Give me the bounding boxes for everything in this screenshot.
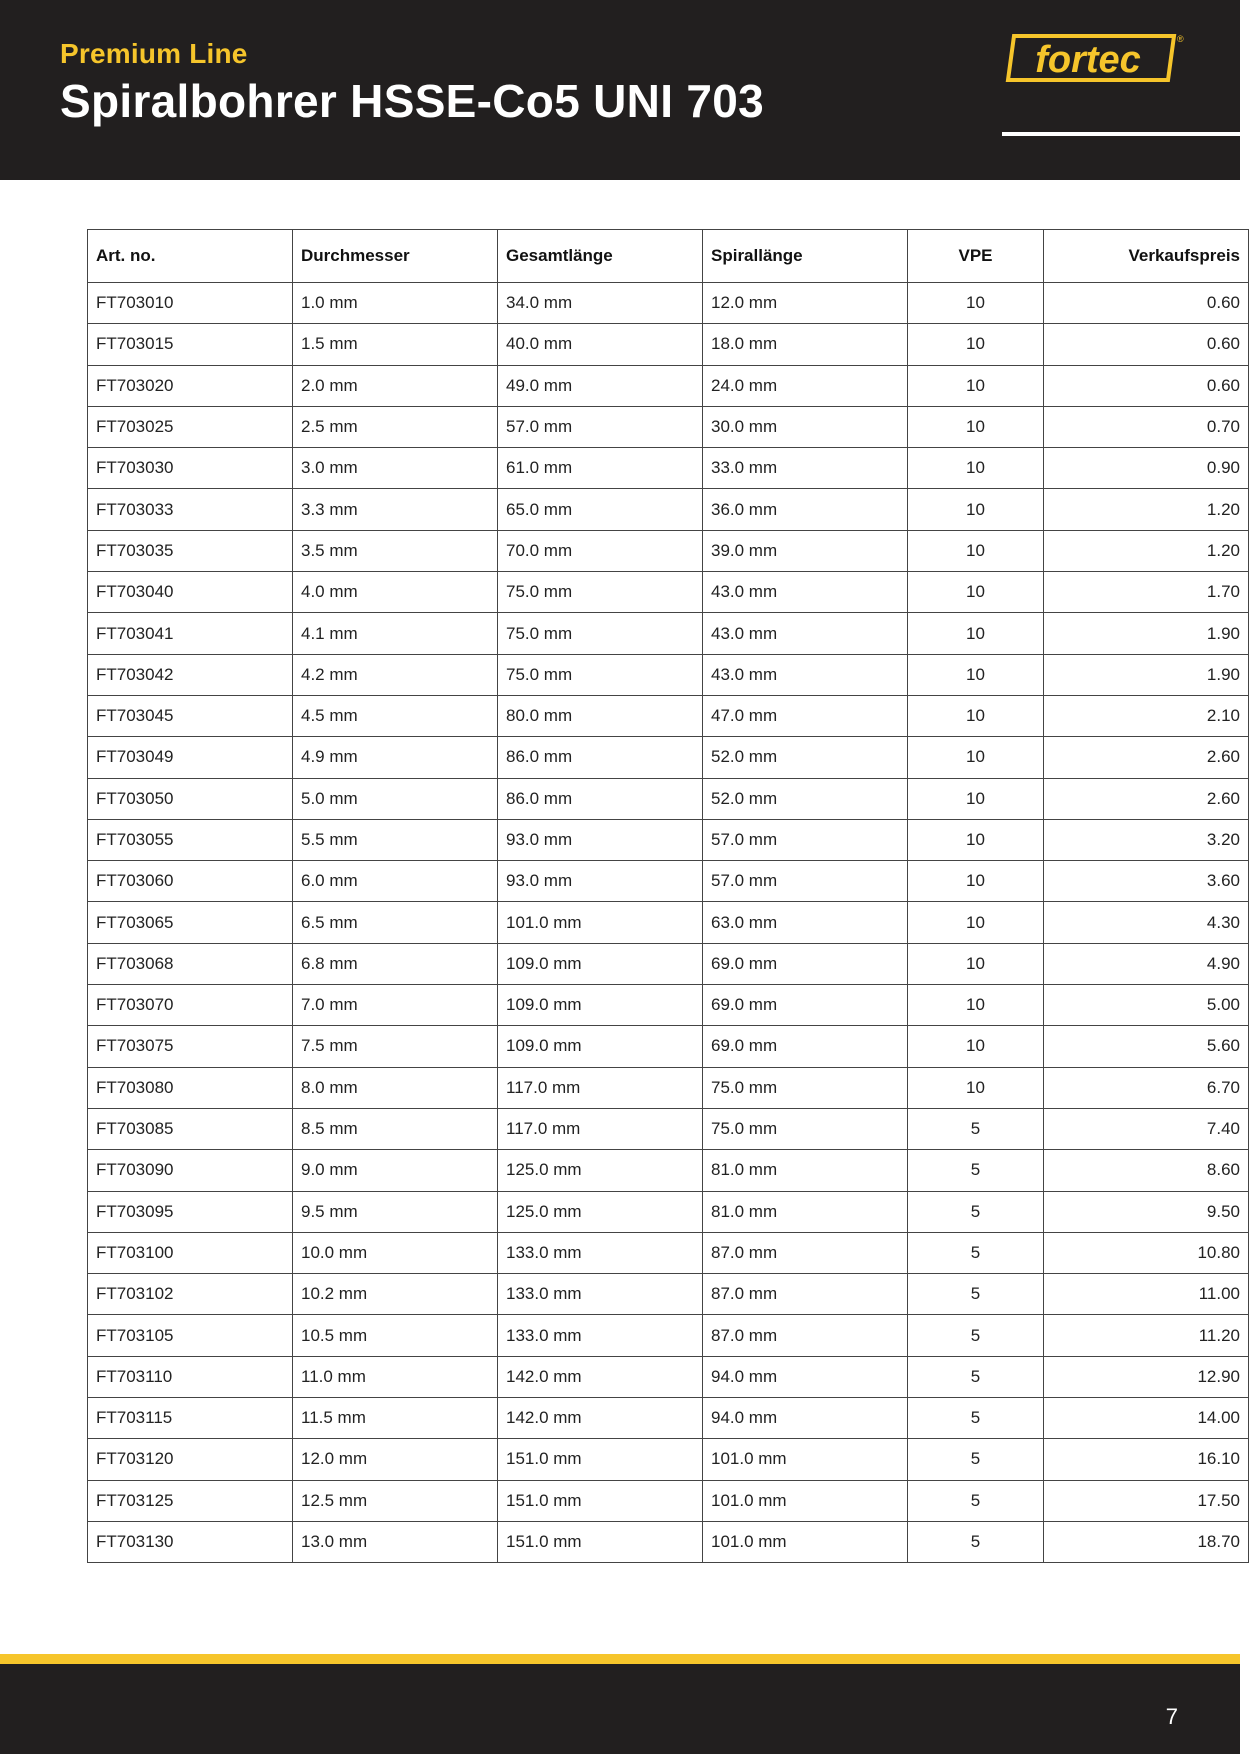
table-row [88, 778, 1249, 819]
cell-art-no: FT703125 [88, 1480, 293, 1521]
cell-spiral-length: 57.0 mm [703, 861, 908, 902]
cell-spiral-length: 75.0 mm [703, 1108, 908, 1149]
table-row [88, 737, 1249, 778]
table-row [88, 819, 1249, 860]
cell-price: 16.10 [1044, 1439, 1249, 1480]
cell-price: 11.20 [1044, 1315, 1249, 1356]
cell-spiral-length: 30.0 mm [703, 406, 908, 447]
cell-total-length: 75.0 mm [498, 572, 703, 613]
logo-wordmark: fortec [1035, 39, 1141, 81]
cell-total-length: 142.0 mm [498, 1398, 703, 1439]
table-row [88, 1191, 1249, 1232]
product-table [87, 229, 1249, 1563]
cell-vpe: 5 [908, 1232, 1044, 1273]
cell-spiral-length: 94.0 mm [703, 1356, 908, 1397]
cell-vpe: 10 [908, 1067, 1044, 1108]
cell-diameter: 2.0 mm [293, 365, 498, 406]
table-row [88, 1439, 1249, 1480]
cell-price: 0.60 [1044, 365, 1249, 406]
cell-total-length: 117.0 mm [498, 1067, 703, 1108]
cell-vpe: 10 [908, 283, 1044, 324]
cell-diameter: 11.0 mm [293, 1356, 498, 1397]
cell-vpe: 10 [908, 861, 1044, 902]
cell-diameter: 9.0 mm [293, 1150, 498, 1191]
cell-total-length: 86.0 mm [498, 737, 703, 778]
cell-price: 1.90 [1044, 613, 1249, 654]
cell-price: 3.20 [1044, 819, 1249, 860]
cell-price: 1.20 [1044, 489, 1249, 530]
cell-art-no: FT703030 [88, 448, 293, 489]
table-row [88, 1108, 1249, 1149]
cell-price: 0.60 [1044, 283, 1249, 324]
table-row [88, 861, 1249, 902]
cell-diameter: 4.5 mm [293, 695, 498, 736]
cell-price: 4.30 [1044, 902, 1249, 943]
table-row [88, 902, 1249, 943]
table-row [88, 1026, 1249, 1067]
cell-total-length: 151.0 mm [498, 1480, 703, 1521]
cell-vpe: 5 [908, 1480, 1044, 1521]
table-row [88, 406, 1249, 447]
cell-spiral-length: 43.0 mm [703, 654, 908, 695]
cell-total-length: 34.0 mm [498, 283, 703, 324]
cell-total-length: 49.0 mm [498, 365, 703, 406]
cell-price: 12.90 [1044, 1356, 1249, 1397]
cell-art-no: FT703035 [88, 530, 293, 571]
table-row [88, 1232, 1249, 1273]
cell-total-length: 109.0 mm [498, 943, 703, 984]
cell-art-no: FT703055 [88, 819, 293, 860]
cell-spiral-length: 39.0 mm [703, 530, 908, 571]
cell-total-length: 133.0 mm [498, 1232, 703, 1273]
cell-price: 5.60 [1044, 1026, 1249, 1067]
header-divider [1002, 132, 1240, 136]
cell-total-length: 133.0 mm [498, 1315, 703, 1356]
cell-vpe: 10 [908, 406, 1044, 447]
cell-spiral-length: 69.0 mm [703, 1026, 908, 1067]
cell-diameter: 6.8 mm [293, 943, 498, 984]
cell-price: 1.20 [1044, 530, 1249, 571]
table-row [88, 1480, 1249, 1521]
cell-art-no: FT703102 [88, 1274, 293, 1315]
page-number: 7 [1165, 1704, 1178, 1729]
cell-price: 6.70 [1044, 1067, 1249, 1108]
table-row [88, 985, 1249, 1026]
cell-price: 0.70 [1044, 406, 1249, 447]
cell-vpe: 5 [908, 1274, 1044, 1315]
cell-price: 14.00 [1044, 1398, 1249, 1439]
cell-spiral-length: 63.0 mm [703, 902, 908, 943]
cell-spiral-length: 94.0 mm [703, 1398, 908, 1439]
table-row [88, 654, 1249, 695]
cell-price: 3.60 [1044, 861, 1249, 902]
fortec-logo [1002, 32, 1182, 88]
cell-diameter: 10.0 mm [293, 1232, 498, 1273]
cell-vpe: 10 [908, 489, 1044, 530]
cell-vpe: 10 [908, 324, 1044, 365]
cell-vpe: 10 [908, 695, 1044, 736]
table-header-row [88, 230, 1249, 283]
cell-total-length: 86.0 mm [498, 778, 703, 819]
cell-total-length: 151.0 mm [498, 1439, 703, 1480]
cell-diameter: 8.0 mm [293, 1067, 498, 1108]
cell-vpe: 10 [908, 365, 1044, 406]
table-row [88, 324, 1249, 365]
cell-diameter: 4.2 mm [293, 654, 498, 695]
cell-spiral-length: 24.0 mm [703, 365, 908, 406]
cell-art-no: FT703070 [88, 985, 293, 1026]
cell-spiral-length: 18.0 mm [703, 324, 908, 365]
cell-price: 4.90 [1044, 943, 1249, 984]
table-row [88, 1274, 1249, 1315]
registered-mark: ® [1177, 34, 1184, 44]
column-header-price: Verkaufspreis [1044, 230, 1249, 283]
cell-art-no: FT703020 [88, 365, 293, 406]
cell-art-no: FT703100 [88, 1232, 293, 1273]
cell-price: 1.90 [1044, 654, 1249, 695]
cell-vpe: 10 [908, 613, 1044, 654]
cell-vpe: 5 [908, 1521, 1044, 1562]
cell-total-length: 109.0 mm [498, 985, 703, 1026]
cell-spiral-length: 81.0 mm [703, 1150, 908, 1191]
table-row [88, 572, 1249, 613]
cell-vpe: 10 [908, 1026, 1044, 1067]
column-header-art-no: Art. no. [88, 230, 293, 283]
cell-art-no: FT703040 [88, 572, 293, 613]
cell-price: 1.70 [1044, 572, 1249, 613]
cell-price: 11.00 [1044, 1274, 1249, 1315]
cell-art-no: FT703045 [88, 695, 293, 736]
cell-diameter: 1.0 mm [293, 283, 498, 324]
page-header [0, 0, 1240, 180]
cell-price: 2.60 [1044, 778, 1249, 819]
cell-spiral-length: 57.0 mm [703, 819, 908, 860]
cell-price: 10.80 [1044, 1232, 1249, 1273]
table-row [88, 1315, 1249, 1356]
cell-total-length: 125.0 mm [498, 1150, 703, 1191]
column-header-vpe: VPE [908, 230, 1044, 283]
cell-art-no: FT703050 [88, 778, 293, 819]
table-row [88, 448, 1249, 489]
cell-diameter: 10.2 mm [293, 1274, 498, 1315]
cell-diameter: 4.1 mm [293, 613, 498, 654]
cell-vpe: 10 [908, 530, 1044, 571]
cell-vpe: 5 [908, 1191, 1044, 1232]
cell-total-length: 80.0 mm [498, 695, 703, 736]
cell-diameter: 4.0 mm [293, 572, 498, 613]
cell-total-length: 93.0 mm [498, 819, 703, 860]
table-row [88, 489, 1249, 530]
cell-spiral-length: 87.0 mm [703, 1315, 908, 1356]
cell-vpe: 10 [908, 778, 1044, 819]
cell-total-length: 93.0 mm [498, 861, 703, 902]
cell-price: 17.50 [1044, 1480, 1249, 1521]
cell-vpe: 10 [908, 902, 1044, 943]
cell-diameter: 12.5 mm [293, 1480, 498, 1521]
cell-vpe: 10 [908, 737, 1044, 778]
cell-price: 2.10 [1044, 695, 1249, 736]
table-row [88, 1521, 1249, 1562]
cell-vpe: 5 [908, 1150, 1044, 1191]
cell-diameter: 12.0 mm [293, 1439, 498, 1480]
cell-total-length: 61.0 mm [498, 448, 703, 489]
table-row [88, 365, 1249, 406]
cell-vpe: 10 [908, 572, 1044, 613]
cell-price: 8.60 [1044, 1150, 1249, 1191]
cell-art-no: FT703115 [88, 1398, 293, 1439]
cell-diameter: 10.5 mm [293, 1315, 498, 1356]
cell-total-length: 101.0 mm [498, 902, 703, 943]
cell-art-no: FT703085 [88, 1108, 293, 1149]
cell-spiral-length: 43.0 mm [703, 572, 908, 613]
cell-art-no: FT703049 [88, 737, 293, 778]
table-row [88, 943, 1249, 984]
cell-vpe: 10 [908, 448, 1044, 489]
cell-art-no: FT703065 [88, 902, 293, 943]
cell-diameter: 7.5 mm [293, 1026, 498, 1067]
cell-art-no: FT703095 [88, 1191, 293, 1232]
cell-art-no: FT703042 [88, 654, 293, 695]
table-row [88, 1067, 1249, 1108]
cell-vpe: 10 [908, 819, 1044, 860]
cell-art-no: FT703105 [88, 1315, 293, 1356]
cell-spiral-length: 69.0 mm [703, 985, 908, 1026]
cell-spiral-length: 101.0 mm [703, 1439, 908, 1480]
cell-total-length: 151.0 mm [498, 1521, 703, 1562]
cell-total-length: 125.0 mm [498, 1191, 703, 1232]
cell-art-no: FT703075 [88, 1026, 293, 1067]
column-header-diameter: Durchmesser [293, 230, 498, 283]
cell-art-no: FT703090 [88, 1150, 293, 1191]
cell-diameter: 4.9 mm [293, 737, 498, 778]
cell-total-length: 75.0 mm [498, 654, 703, 695]
cell-diameter: 7.0 mm [293, 985, 498, 1026]
cell-total-length: 75.0 mm [498, 613, 703, 654]
cell-price: 0.90 [1044, 448, 1249, 489]
cell-spiral-length: 52.0 mm [703, 737, 908, 778]
page-title: Spiralbohrer HSSE-Co5 UNI 703 [60, 75, 765, 127]
cell-price: 7.40 [1044, 1108, 1249, 1149]
cell-spiral-length: 52.0 mm [703, 778, 908, 819]
cell-diameter: 3.0 mm [293, 448, 498, 489]
table-row [88, 695, 1249, 736]
cell-spiral-length: 81.0 mm [703, 1191, 908, 1232]
product-line-label: Premium Line [60, 38, 248, 69]
cell-diameter: 2.5 mm [293, 406, 498, 447]
cell-total-length: 117.0 mm [498, 1108, 703, 1149]
cell-price: 2.60 [1044, 737, 1249, 778]
cell-art-no: FT703130 [88, 1521, 293, 1562]
cell-diameter: 13.0 mm [293, 1521, 498, 1562]
cell-price: 9.50 [1044, 1191, 1249, 1232]
cell-vpe: 5 [908, 1356, 1044, 1397]
cell-vpe: 5 [908, 1108, 1044, 1149]
cell-spiral-length: 87.0 mm [703, 1274, 908, 1315]
cell-diameter: 11.5 mm [293, 1398, 498, 1439]
cell-spiral-length: 36.0 mm [703, 489, 908, 530]
cell-diameter: 5.0 mm [293, 778, 498, 819]
cell-art-no: FT703010 [88, 283, 293, 324]
cell-art-no: FT703060 [88, 861, 293, 902]
cell-total-length: 133.0 mm [498, 1274, 703, 1315]
cell-diameter: 1.5 mm [293, 324, 498, 365]
cell-vpe: 5 [908, 1439, 1044, 1480]
cell-spiral-length: 43.0 mm [703, 613, 908, 654]
cell-spiral-length: 69.0 mm [703, 943, 908, 984]
cell-art-no: FT703041 [88, 613, 293, 654]
cell-spiral-length: 33.0 mm [703, 448, 908, 489]
cell-diameter: 9.5 mm [293, 1191, 498, 1232]
cell-diameter: 5.5 mm [293, 819, 498, 860]
cell-art-no: FT703080 [88, 1067, 293, 1108]
cell-diameter: 3.5 mm [293, 530, 498, 571]
cell-spiral-length: 75.0 mm [703, 1067, 908, 1108]
cell-art-no: FT703110 [88, 1356, 293, 1397]
cell-vpe: 10 [908, 985, 1044, 1026]
cell-diameter: 8.5 mm [293, 1108, 498, 1149]
cell-total-length: 57.0 mm [498, 406, 703, 447]
cell-vpe: 5 [908, 1315, 1044, 1356]
cell-art-no: FT703015 [88, 324, 293, 365]
cell-spiral-length: 101.0 mm [703, 1480, 908, 1521]
cell-art-no: FT703025 [88, 406, 293, 447]
cell-spiral-length: 12.0 mm [703, 283, 908, 324]
table-row [88, 283, 1249, 324]
cell-price: 0.60 [1044, 324, 1249, 365]
cell-spiral-length: 47.0 mm [703, 695, 908, 736]
table-row [88, 1356, 1249, 1397]
cell-diameter: 6.0 mm [293, 861, 498, 902]
cell-spiral-length: 101.0 mm [703, 1521, 908, 1562]
column-header-spiral-length: Spirallänge [703, 230, 908, 283]
table-row [88, 530, 1249, 571]
cell-total-length: 65.0 mm [498, 489, 703, 530]
cell-vpe: 10 [908, 943, 1044, 984]
cell-diameter: 6.5 mm [293, 902, 498, 943]
cell-price: 5.00 [1044, 985, 1249, 1026]
table-row [88, 1150, 1249, 1191]
cell-total-length: 142.0 mm [498, 1356, 703, 1397]
cell-art-no: FT703033 [88, 489, 293, 530]
footer-accent-stripe [0, 1654, 1240, 1664]
cell-vpe: 5 [908, 1398, 1044, 1439]
cell-total-length: 70.0 mm [498, 530, 703, 571]
cell-vpe: 10 [908, 654, 1044, 695]
cell-spiral-length: 87.0 mm [703, 1232, 908, 1273]
cell-diameter: 3.3 mm [293, 489, 498, 530]
page-footer [0, 1664, 1240, 1754]
cell-total-length: 40.0 mm [498, 324, 703, 365]
table-row [88, 1398, 1249, 1439]
cell-total-length: 109.0 mm [498, 1026, 703, 1067]
cell-art-no: FT703068 [88, 943, 293, 984]
column-header-total-length: Gesamtlänge [498, 230, 703, 283]
table-row [88, 613, 1249, 654]
cell-price: 18.70 [1044, 1521, 1249, 1562]
cell-art-no: FT703120 [88, 1439, 293, 1480]
